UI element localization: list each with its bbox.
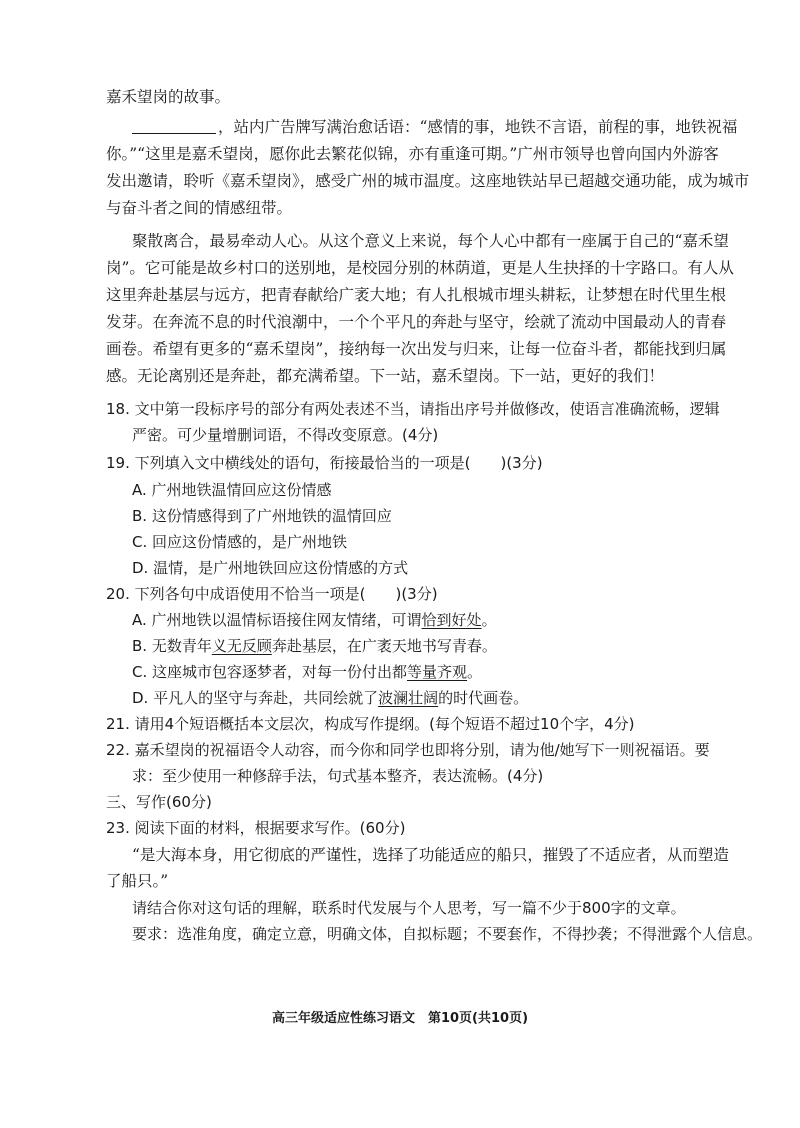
question-22: 22. 嘉禾望岗的祝福语令人动容，而今你和同学也即将分别，请为他/她写下一则祝福语。要 [106,741,710,759]
writing-requirements: 要求：选准角度，确定立意，明确文体，自拟标题；不要套作，不得抄袭；不得泄露个人信息。 [132,925,763,943]
material-quote-cont: 了船只。” [106,872,169,890]
passage-line: 发芽。在奔流不息的时代浪潮中，一个个平凡的奔赴与坚守，绘就了流动中国最动人的青春 [106,313,727,331]
underlined-idiom: 义无反顾 [211,637,272,655]
passage-line: 你。”“这里是嘉禾望岗，愿你此去繁花似锦，亦有重逢可期。”广州市领导也曾向国内外游客 [106,145,719,163]
section-heading: 三、写作(60分) [106,793,212,811]
question-20: 20. 下列各句中成语使用不恰当一项是( )(3分) [106,585,438,603]
option-c: C. 这座城市包容逐梦者，对每一份付出都等量齐观。 [132,663,483,681]
question-18-cont: 严密。可少量增删词语，不得改变原意。(4分) [132,426,439,444]
page-footer: 高三年级适应性练习语文 第10页(共10页) [271,1011,529,1026]
option-d: D. 温情，是广州地铁回应这份情感的方式 [132,559,409,577]
option-c: C. 回应这份情感的，是广州地铁 [132,533,348,551]
option-a: A. 广州地铁以温情标语接住网友情绪，可谓恰到好处。 [132,611,497,629]
passage-line: 岗”。它可能是故乡村口的送别地，是校园分别的林荫道，更是人生抉择的十字路口。有人从 [106,259,734,277]
passage-line: 聚散离合，最易牵动人心。从这个意义上来说，每个人心中都有一座属于自己的“嘉禾望 [132,232,729,250]
question-23: 23. 阅读下面的材料，根据要求写作。(60分) [106,819,406,837]
passage-line: 这里奔赴基层与远方，把青春献给广袤大地；有人扎根城市埋头耕耘，让梦想在时代里生根 [106,286,727,304]
option-d: D. 平凡人的坚守与奔赴，共同绘就了波澜壮阔的时代画卷。 [132,689,529,707]
option-b: B. 这份情感得到了广州地铁的温情回应 [132,507,392,525]
option-a: A. 广州地铁温情回应这份情感 [132,481,332,499]
passage-line: 画卷。希望有更多的“嘉禾望岗”，接纳每一次出发与归来，让每一位奋斗者，都能找到归属 [106,340,727,358]
underlined-idiom: 恰到好处 [421,611,482,629]
passage-line: 感。无论离别还是奔赴，都充满希望。下一站，嘉禾望岗。下一站，更好的我们！ [106,367,665,385]
question-21: 21. 请用4个短语概括本文层次，构成写作提纲。(每个短语不超过10个字，4分) [106,715,635,733]
passage-line: ，站内广告牌写满治愈话语：“感情的事，地铁不言语，前程的事，地铁祝福 [132,116,737,138]
question-22-cont: 求：至少使用一种修辞手法，句式基本整齐，表达流畅。(4分) [132,767,544,785]
fill-in-blank [132,117,216,134]
underlined-idiom: 波澜壮阔 [378,689,439,707]
question-18: 18. 文中第一段标序号的部分有两处表述不当，请指出序号并做修改，使语言准确流畅，逻辑 [106,400,720,418]
writing-instruction: 请结合你对这句话的理解，联系时代发展与个人思考，写一篇不少于800字的文章。 [132,899,686,917]
passage-line: 与奋斗者之间的情感纽带。 [106,199,293,217]
underlined-idiom: 等量齐观 [407,663,468,681]
passage-line: 发出邀请，聆听《嘉禾望岗》，感受广州的城市温度。这座地铁站早已超越交通功能，成为城市 [106,172,750,190]
option-b: B. 无数青年义无反顾奔赴基层，在广袤天地书写青春。 [132,637,497,655]
question-19: 19. 下列填入文中横线处的语句，衔接最恰当的一项是( )(3分) [106,454,543,472]
material-quote: “是大海本身，用它彻底的严谨性，选择了功能适应的船只，摧毁了不适应者，从而塑造 [132,846,729,864]
passage-line: 嘉禾望岗的故事。 [106,88,231,106]
